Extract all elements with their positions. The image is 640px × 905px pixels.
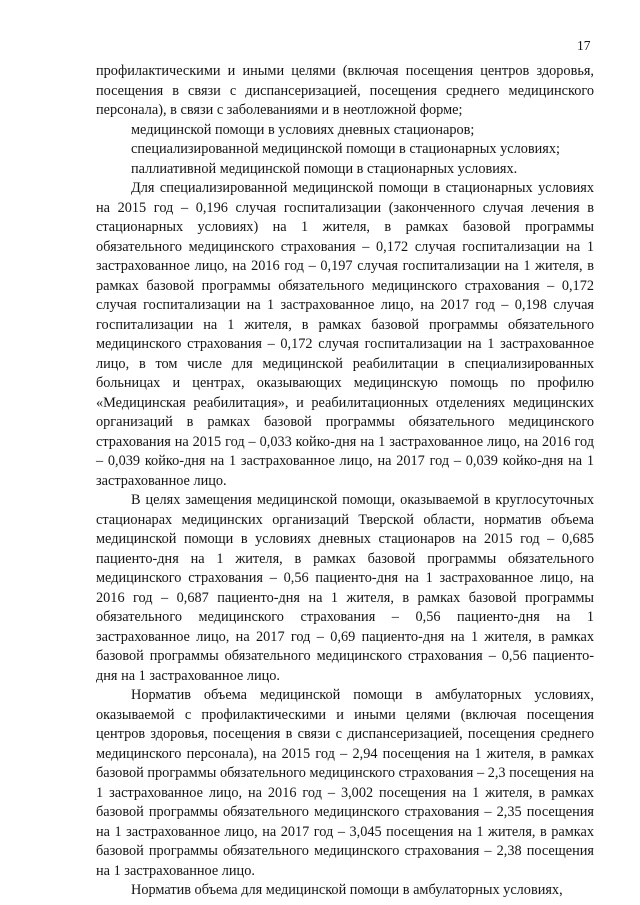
paragraph-outpatient-norms: Норматив объема медицинской помощи в амбулаторных условиях, оказываемой с профилактическими и иными целями (включая посещения центров здоровья, посещения в связи с диспансеризацией, посещения среднего медицинского персонала), на 2015 год – 2,94 посещения на 1 жителя, в рамках базовой программы обязательного медицинского страхования – 2,3 посещения на 1 застрахованное лицо, на 2016 год – 3,002 посещения на 1 жителя, в рамках базовой программы обязательного медицинского страхования – 2,35 посещения на 1 застрахованное лицо, на 2017 год – 3,045 посещения на 1 жителя, в рамках базовой программы обязательного медицинского страхования – 2,38 посещения на 1 застрахованное лицо. [96, 687, 594, 879]
paragraph-continued: профилактическими и иными целями (включая посещения центров здоровья, посещения в связи с диспансеризацией, посещения среднего медицинского персонала), в связи с заболеваниями и в неотложной форме; [96, 63, 594, 118]
list-item-palliative-inpatient: паллиативной медицинской помощи в стационарных условиях. [131, 160, 518, 177]
list-item-specialized-inpatient: специализированной медицинской помощи в стационарных условиях; [131, 141, 560, 157]
document-body [96, 62, 594, 901]
paragraph-inpatient-norms: Для специализированной медицинской помощи в стационарных условиях на 2015 год – 0,196 случая госпитализации (законченного случая лечения в стационарных условиях) на 1 жителя, в рамках базовой программы обязательного медицинского страхования – 0,172 случая госпитализации на 1 застрахованное лицо, на 2016 год – 0,197 случая госпитализации на 1 жителя, в рамках базовой программы обязательного медицинского страхования – 0,172 случая госпитализации на 1 застрахованное лицо, на 2017 год – 0,198 случая госпитализации на 1 жителя, в рамках базовой программы обязательного медицинского страхования – 0,172 случая госпитализации на 1 застрахованное лицо, в том числе для медицинской реабилитации в специализированных больницах и центрах, оказывающих медицинскую помощь по профилю «Медицинская реабилитация», и реабилитационных отделениях медицинских организаций в рамках базовой программы обязательного медицинского страхования на 2015 год – 0,033 койко-дня на 1 застрахованное лицо, на 2016 год – 0,039 койко-дня на 1 застрахованное лицо, на 2017 год – 0,039 койко-дня на 1 застрахованное лицо. [96, 180, 594, 489]
list-item-day-hospital: медицинской помощи в условиях дневных стационаров; [131, 121, 475, 138]
paragraph-outpatient-continued: Норматив объема для медицинской помощи в амбулаторных условиях, [131, 882, 563, 898]
paragraph-day-hospital-norms: В целях замещения медицинской помощи, оказываемой в круглосуточных стационарах медицинских организаций Тверской области, норматив объема медицинской помощи в условиях дневных стационаров на 2015 год – 0,685 пациенто-дня на 1 жителя, в рамках базовой программы обязательного медицинского страхования – 0,56 пациенто-дня на 1 застрахованное лицо, на 2016 год – 0,687 пациенто-дня на 1 жителя, в рамках базовой программы обязательного медицинского страхования – 0,56 пациенто-дня на 1 застрахованное лицо, на 2017 год – 0,69 пациенто-дня на 1 жителя, в рамках базовой программы обязательного медицинского страхования – 0,56 пациенто-дня на 1 застрахованное лицо. [96, 492, 594, 684]
page-number: 17 [577, 38, 591, 53]
